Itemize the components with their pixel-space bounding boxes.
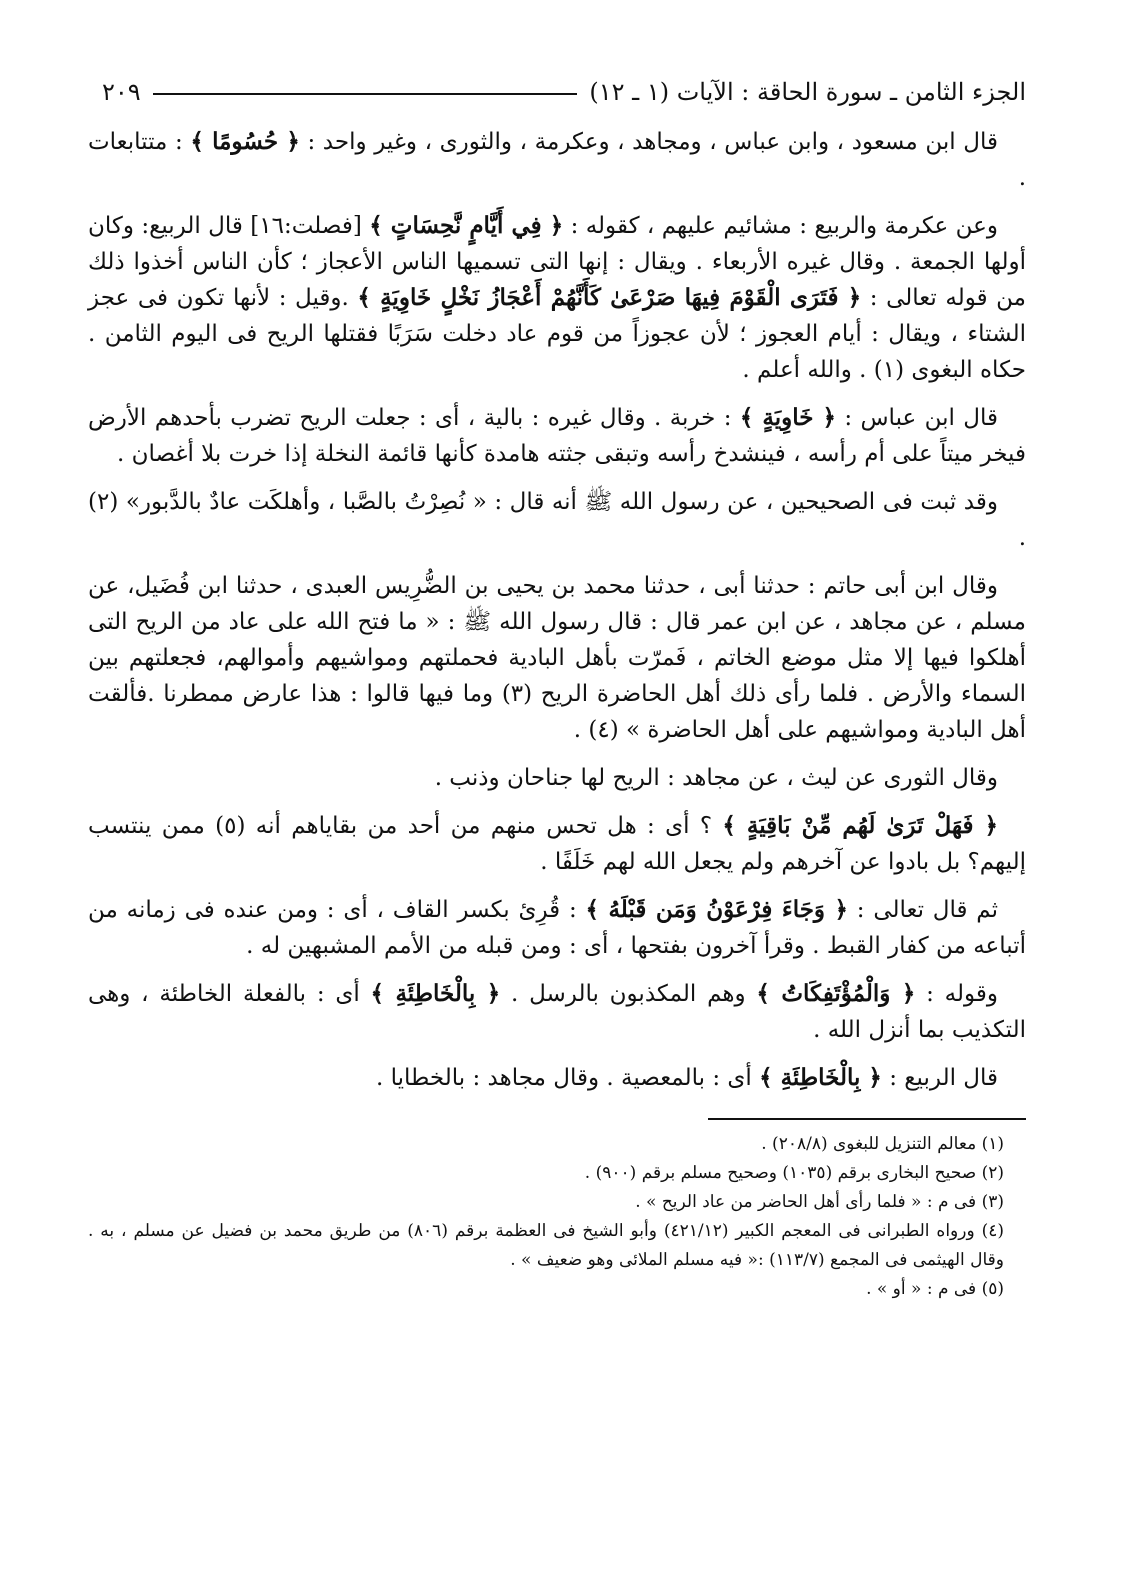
- footnotes: [88, 1130, 1026, 1304]
- paragraph: [88, 568, 1026, 748]
- page-number: ٢٠٩: [102, 78, 141, 106]
- footnote: (٣) فى م : « فلما رأى أهل الحاضر من عاد الريح » .: [635, 1192, 1004, 1212]
- footnote: (٤) ورواه الطبرانى فى المعجم الكبير (٤٢١/١٢) وأبو الشيخ فى العظمة برقم (٨٠٦) من طريق محمد بن فضيل عن مسلم ، به . وقال الهيثمى فى المجمع (١١٣/٧) :« فيه مسلم الملائى وهو ضعيف » .: [88, 1221, 1004, 1270]
- text-segment: .وقيل : لأنها تكون فى عجز الشتاء ، ويقال : أيام العجوز ؛ لأن عجوزاً من قوم عاد دخلت سَرَبًا فقتلها الريح فى اليوم الثامن . حكاه البغوى (١) . والله أعلم .: [88, 285, 1026, 383]
- text-segment: : خربة . وقال غيره : بالية ، أى : جعلت الريح تضرب بأحدهم الأرض فيخر ميتاً على أم رأسه ، فينشدخ رأسه وتبقى جثته هامدة كأنها قائمة النخلة إذا خرت بلا أغصان .: [88, 405, 1026, 467]
- text-segment: وقد ثبت فى الصحيحين ، عن رسول الله ﷺ أنه قال : « نُصِرْتُ بالصَّبا ، وأهلكَت عادٌ بالدَّبور» (٢) .: [88, 489, 1026, 551]
- footnote: (٢) صحيح البخارى برقم (١٠٣٥) وصحيح مسلم برقم (٩٠٠) .: [584, 1163, 1004, 1183]
- text-segment: أى : بالفعلة الخاطئة ، وهى التكذيب بما أنزل الله .: [88, 981, 1026, 1043]
- quran-verse: ﴿ فِي أَيَّامٍ نَّحِسَاتٍ ﴾: [369, 212, 564, 239]
- text-segment: : متتابعات .: [88, 129, 1026, 191]
- paragraph: [88, 1060, 1026, 1096]
- paragraph: [88, 124, 1026, 196]
- text-segment: وعن عكرمة والربيع : مشائيم عليهم ، كقوله :: [563, 213, 999, 239]
- footnote-separator: [708, 1118, 1026, 1120]
- text-segment: قال ابن عباس :: [836, 405, 998, 431]
- text-segment: وقال ابن أبى حاتم : حدثنا أبى ، حدثنا محمد بن يحيى بن الضُّرِيس العبدى ، حدثنا ابن فُضَيل، عن مسلم ، عن مجاهد ، عن ابن عمر قال : قال رسول الله ﷺ : « ما فتح الله على عاد من الريح التى أهلكوا فيها إلا مثل موضع الخاتم ، فَمرّت بأهل البادية فحملتهم ومواشيهم وأموالهم، فجعلتهم بين السماء والأرض . فلما رأى ذلك أهل الحاضرة الريح (٣) وما فيها قالوا : هذا عارض ممطرنا .فألقت أهل البادية ومواشيهم على أهل الحاضرة » (٤) .: [88, 573, 1026, 743]
- quran-verse: ﴿ وَالْمُؤْتَفِكَاتُ ﴾: [756, 980, 916, 1007]
- text-segment: [فصلت:١٦] قال الربيع: وكان أولها الجمعة . وقال غيره الأربعاء . ويقال : إنها التى تسميها الناس الأعجاز ؛ كأن الناس أخذوا ذلك من قوله تعالى :: [88, 213, 1026, 311]
- quran-verse: ﴿ بِالْخَاطِئَةِ ﴾: [759, 1064, 882, 1091]
- text-segment: ثم قال تعالى :: [848, 897, 998, 923]
- footnote: (٥) فى م : « أو » .: [866, 1279, 1004, 1299]
- paragraph: [88, 892, 1026, 964]
- text-segment: ؟ أى : هل تحس منهم من أحد من بقاياهم أنه (٥) ممن ينتسب إليهم؟ بل بادوا عن آخرهم ولم يجعل الله لهم خَلَفًا .: [88, 813, 1026, 875]
- footnote: (١) معالم التنزيل للبغوى (٢٠٨/٨) .: [761, 1134, 1004, 1154]
- text-segment: وقوله :: [915, 981, 998, 1007]
- header-rule: [153, 93, 578, 95]
- paragraph: [88, 976, 1026, 1048]
- paragraph: [88, 808, 1026, 880]
- running-title: الجزء الثامن ـ سورة الحاقة : الآيات (١ ـ ١٢): [589, 78, 1026, 106]
- paragraph: [88, 760, 1026, 796]
- text-segment: وقال الثورى عن ليث ، عن مجاهد : الريح لها جناحان وذنب .: [434, 765, 998, 791]
- text-segment: : قُرِئ بكسر القاف ، أى : ومن عنده فى زمانه من أتباعه من كفار القبط . وقرأ آخرون بفتحها ، أى : ومن قبله من الأمم المشبهين له .: [88, 897, 1026, 959]
- book-page: [88, 70, 1026, 1510]
- text-segment: قال الربيع :: [881, 1065, 998, 1091]
- paragraph: [88, 400, 1026, 472]
- quran-verse: ﴿ حُسُومًا ﴾: [190, 128, 300, 155]
- quran-verse: ﴿ وَجَاءَ فِرْعَوْنُ وَمَن قَبْلَهُ ﴾: [585, 896, 848, 923]
- paragraph: [88, 208, 1026, 388]
- paragraph: [88, 484, 1026, 556]
- quran-verse: ﴿ بِالْخَاطِئَةِ ﴾: [370, 980, 501, 1007]
- page-header: [88, 70, 1026, 114]
- text-segment: قال ابن مسعود ، وابن عباس ، ومجاهد ، وعكرمة ، والثورى ، وغير واحد :: [299, 129, 998, 155]
- main-text: [88, 124, 1026, 1096]
- quran-verse: ﴿ فَهَلْ تَرَىٰ لَهُم مِّنْ بَاقِيَةٍ ﴾: [722, 812, 998, 839]
- text-segment: أى : بالمعصية . وقال مجاهد : بالخطايا .: [376, 1065, 760, 1091]
- quran-verse: ﴿ خَاوِيَةٍ ﴾: [739, 404, 836, 431]
- quran-verse: ﴿ فَتَرَى الْقَوْمَ فِيهَا صَرْعَىٰ كَأَنَّهُمْ أَعْجَازُ نَخْلٍ خَاوِيَةٍ ﴾: [357, 284, 862, 311]
- text-segment: وهم المكذبون بالرسل .: [500, 981, 757, 1007]
